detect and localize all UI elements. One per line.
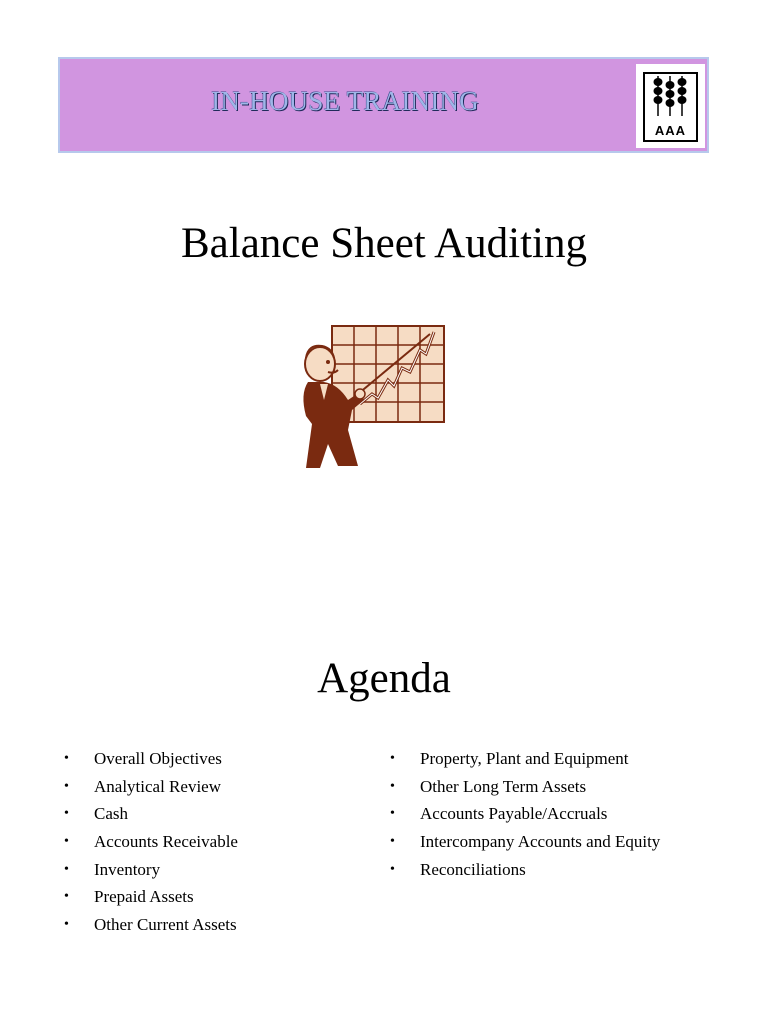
agenda-item-label: Analytical Review [94, 776, 221, 796]
agenda-item-label: Reconciliations [420, 859, 526, 879]
agenda-item-label: Property, Plant and Equipment [420, 749, 629, 768]
bullet-icon: • [390, 834, 395, 850]
agenda-list-left [64, 748, 364, 942]
agenda-item-label: Other Current Assets [94, 915, 237, 935]
header-banner [58, 57, 709, 153]
agenda-item-label: Intercompany Accounts and Equity [420, 832, 661, 852]
bullet-icon: • [64, 834, 69, 850]
logo-text: AAA [654, 123, 687, 138]
abacus-icon [645, 74, 696, 124]
bullet-icon: • [390, 861, 395, 877]
bullet-icon: • [64, 917, 69, 933]
agenda-item [390, 803, 690, 825]
bullet-icon: • [64, 861, 69, 877]
bullet-icon: • [64, 889, 69, 905]
logo [636, 64, 705, 148]
agenda-item [390, 859, 690, 881]
agenda-item-label: Other Long Term Assets [420, 776, 587, 796]
agenda-item-label: Accounts Receivable [94, 832, 238, 852]
agenda-item [390, 776, 690, 798]
agenda-item-label: Prepaid Assets [94, 887, 194, 907]
bullet-icon: • [64, 778, 69, 794]
bullet-icon: • [64, 751, 69, 766]
agenda-item-label: Overall Objectives [94, 749, 222, 768]
agenda-item [64, 748, 364, 770]
agenda-list-right [390, 748, 690, 886]
agenda-item-label: Cash [94, 804, 128, 824]
agenda-item [64, 859, 364, 881]
agenda-item [64, 914, 364, 936]
bullet-icon: • [390, 806, 395, 822]
man-pointing-at-chart-icon [298, 320, 448, 472]
page-title: Balance Sheet Auditing [180, 220, 588, 267]
agenda-item [64, 803, 364, 825]
bullet-icon: • [390, 751, 395, 766]
agenda-heading: Agenda [317, 655, 451, 702]
agenda-item [64, 831, 364, 853]
bullet-icon: • [390, 778, 395, 794]
agenda-item [390, 748, 690, 770]
agenda-item [64, 886, 364, 908]
banner-title: IN-HOUSE TRAINING [211, 86, 479, 116]
agenda-item [64, 776, 364, 798]
agenda-item-label: Accounts Payable/Accruals [420, 804, 608, 824]
bullet-icon: • [64, 806, 69, 822]
agenda-item-label: Inventory [94, 859, 161, 879]
agenda-item [390, 831, 690, 853]
abacus-logo-icon [643, 72, 698, 142]
